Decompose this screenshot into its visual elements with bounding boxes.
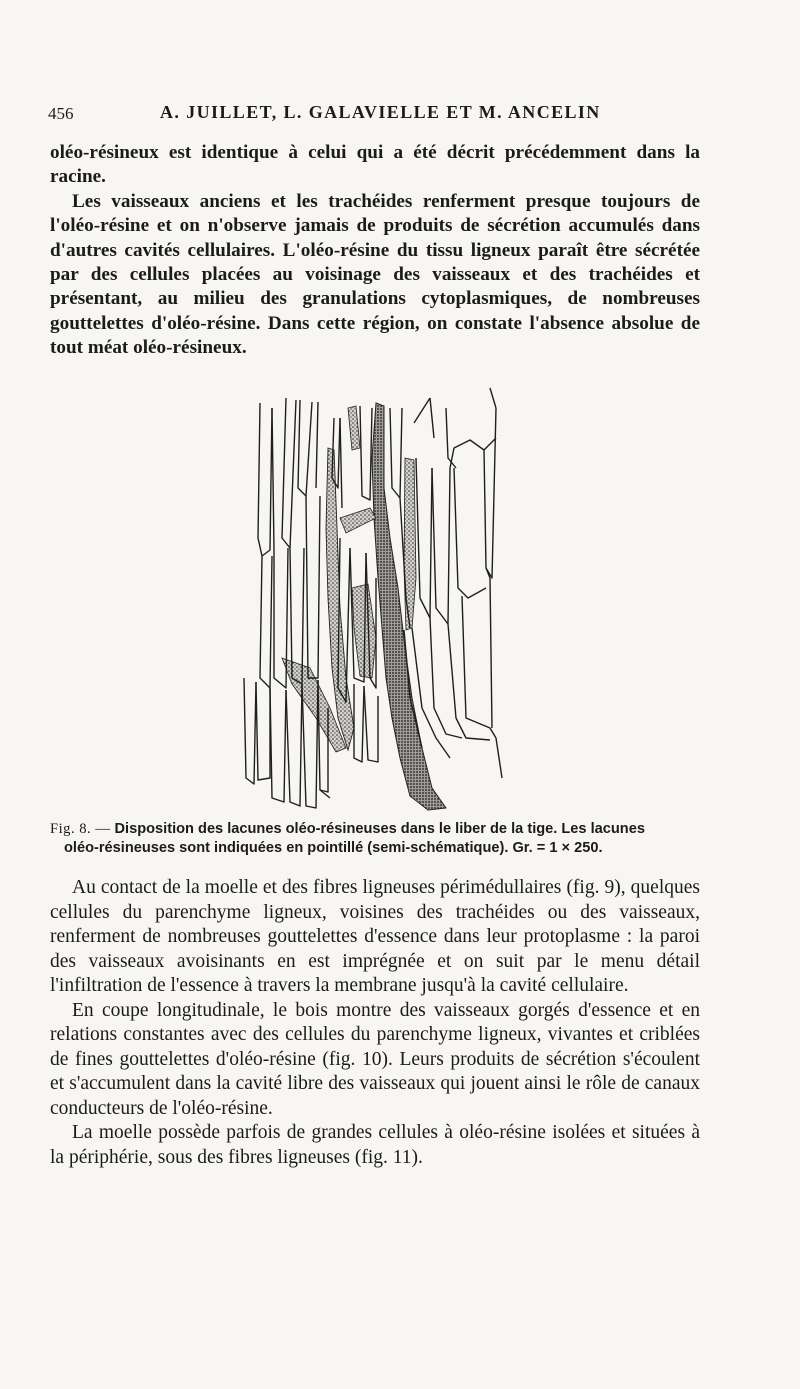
paragraph: Au contact de la moelle et des fibres ligneuses périmédullaires (fig. 9), quelques cellules du parenchyme ligneux, voisines des trachéides ou des vaisseaux, renferment de nombreuses gouttelettes d'essence dans leur protoplasme : la paroi des vaisseaux avoisinants en est imprégnée et on suit par le menu détail l'infiltration de l'essence à travers la membrane jusqu'à la cavité cellulaire.	[50, 877, 700, 996]
page-header	[48, 100, 708, 128]
figure-drawing	[200, 378, 560, 814]
caption-line-2: oléo-résineuses sont indiquées en pointillé (semi-schématique). Gr. = 1 × 250.	[64, 840, 603, 856]
page-number: 456	[48, 104, 74, 123]
figure-caption	[50, 820, 702, 858]
lacuna-branch	[340, 508, 376, 533]
lacuna-top	[348, 406, 360, 450]
lacuna-right	[404, 458, 416, 630]
figure-label: Fig. 8. —	[50, 821, 111, 837]
paragraph: La moelle possède parfois de grandes cellules à oléo-résine isolées et situées à la périphérie, sous des fibres ligneuses (fig. 11).	[50, 1122, 700, 1168]
lacuna-left	[326, 448, 354, 750]
paragraph: oléo-résineux est identique à celui qui a été décrit précédemment dans la racine.	[50, 142, 700, 188]
figure-8-illustration	[200, 378, 560, 814]
paragraph: Les vaisseaux anciens et les trachéides renferment presque toujours de l'oléo-résine et on n'observe jamais de produits de sécrétion accumulés dans d'autres cavités cellulaires. L'oléo-résine du tissu ligneux paraît être sécrétée par des cellules placées au voisinage des vaisseaux et des trachéides et présentant, au milieu des granulations cytoplasmiques, de nombreuses gouttelettes d'oléo-résine. Dans cette région, on constate l'absence absolue de tout méat oléo-résineux.	[50, 190, 700, 359]
bottom-text	[50, 876, 700, 1170]
top-text	[50, 141, 700, 361]
caption-line-1: Disposition des lacunes oléo-résineuses dans le liber de la tige. Les lacunes	[114, 821, 645, 837]
running-head: A. JUILLET, L. GALAVIELLE ET M. ANCELIN	[160, 102, 601, 122]
paragraph: En coupe longitudinale, le bois montre des vaisseaux gorgés d'essence et en relations constantes avec des cellules du parenchyme ligneux, vivantes et criblées de fines gouttelettes d'oléo-résine (fig. 10). Leurs produits de sécrétion s'écoulent et s'accumulent dans la cavité libre des vaisseaux qui jouent ainsi le rôle de canaux conducteurs de l'oléo-résine.	[50, 999, 700, 1119]
